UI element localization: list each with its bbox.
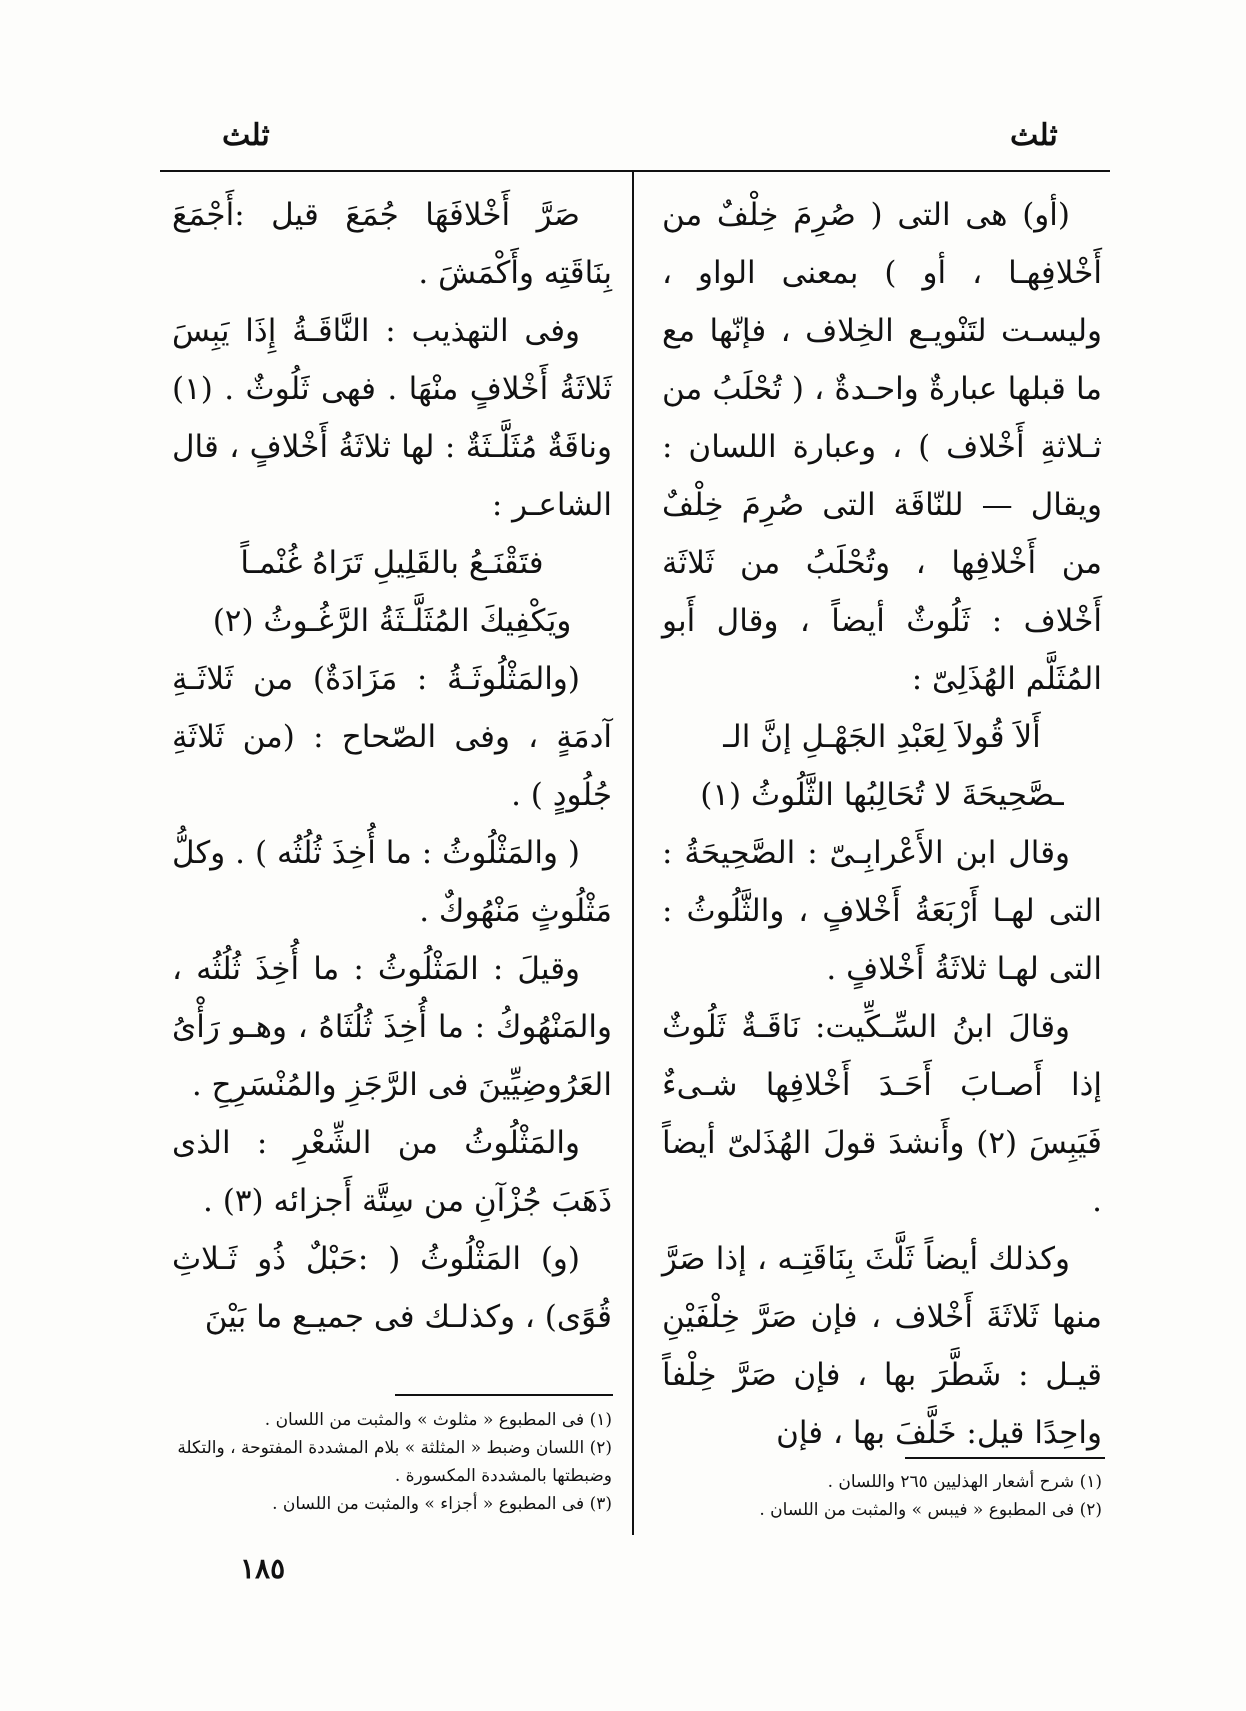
paragraph: (و) المَثْلُوثُ ( :حَبْلٌ ذُو ثَـلاثِ قُوًى) ، وكذلـك فى جميـع ما بَيْنَ (172, 1241, 612, 1335)
paragraph: (أو) هى التى ( صُرِمَ خِلْفٌ من أَخْلافِهـا ، أو ) بمعنى الواو ، وليسـت لتَنْويـع الخِلاف ، فإنّها مع ما قبلها عبارةٌ واحـدةٌ ، ( تُحْلَبُ من ثـلاثةِ أَخْلاف ) ، وعبارة اللسان : ويقال — للنّاقَة التى صُرِمَ خِلْفٌ من أَخْلافِها ، وتُحْلَبُ من ثَلاثَة أَخْلاف : ثَلُوثٌ أيضاً ، وقال أَبو المُثَلَّم الهُذَلِىّ : (662, 197, 1102, 697)
paragraph: وقال ابن الأَعْرابِـىّ : الصَّحِيحَةُ : التى لهـا أَرْبَعَةُ أَخْلافٍ ، والثَّلُوثُ : التى لهـا ثلاثَةُ أَخْلافٍ . (662, 835, 1102, 987)
footnote: (٣) فى المطبوع « أجزاء » والمثبت من اللسان . (272, 1494, 612, 1514)
footnote: (١) شرح أشعار الهذليين ٢٦٥ واللسان . (827, 1472, 1102, 1492)
left-column (172, 186, 612, 1346)
verse-line: ويَكْفِيكَ المُثَلَّـثَةُ الرَّغُـوثُ (٢) (212, 603, 572, 639)
verse-line: ـصَّحِيحَةَ لا تُحَالِبُها الثَّلُوثُ (١) (700, 777, 1064, 813)
right-column (662, 186, 1102, 1462)
verse-line: فتَقْنَـعُ بالقَلِيلِ تَرَاهُ غُنْمـاً (240, 545, 544, 581)
footnotes-right (662, 1468, 1102, 1524)
page-number: ١٨٥ (240, 1552, 286, 1585)
verse-line: أَلاَ قُولاَ لِعَبْدِ الجَهْـلِ إنَّ الـ (723, 719, 1041, 755)
running-header-left: ثلث (222, 118, 270, 153)
header-rule (160, 170, 1110, 172)
column-divider (632, 170, 634, 1535)
footnote-rule-right (905, 1457, 1105, 1459)
footnote: (٢) اللسان وضبط « المثلثة » بلام المشددة المفتوحة ، والتكلة وضبطتها بالمشددة المكسورة . (177, 1438, 612, 1486)
paragraph: وكذلك أيضاً ثَلَّثَ بِنَاقَتِـه ، إذا صَرَّ منها ثَلاثَةَ أَخْلاف ، فإن صَرَّ خِلْفَيْنِ قيـل : شَطَّرَ بها ، فإن صَرَّ خِلْفاً واحِدًا قيل: خَلَّفَ بها ، فإن (662, 1241, 1102, 1451)
paragraph: صَرَّ أَخْلافَهَا جُمَعَ قيل :أَجْمَعَ بِنَاقَتِه وأَكْمَشَ . (172, 197, 612, 291)
paragraph: ( والمَثْلُوثُ : ما أُخِذَ ثُلُثُه ) . وكلُّ مَثْلُوثٍ مَنْهُوكٌ . (172, 835, 612, 929)
paragraph: وقيلَ : المَثْلُوثُ : ما أُخِذَ ثُلُثُه ، والمَنْهُوكُ : ما أُخِذَ ثُلُثَاهُ ، وهـو رَأْىُ العَرُوضِيِّينَ فى الرَّجَزِ والمُنْسَرِحِ . (172, 951, 612, 1103)
paragraph: والمَثْلُوثُ من الشِّعْرِ : الذى ذَهَبَ جُزْآنِ من سِتَّة أَجزائه (٣) . (172, 1125, 612, 1219)
footnote-rule-left (395, 1394, 613, 1396)
paragraph: (والمَثْلُوثَـةُ : مَزَادَةٌ) من ثَلاثَـةِ آدمَةٍ ، وفى الصّحاح : (من ثَلاثَةِ جُلُودٍ ) . (172, 661, 612, 813)
footnote: (٢) فى المطبوع « فيبس » والمثبت من اللسان . (759, 1500, 1102, 1520)
paragraph: وفى التهذيب : النَّاقَـةُ إِذَا يَبِسَ ثَلاثَةُ أَخْلافٍ منْهَا . فهى ثَلُوثٌ . (١) وناقَةٌ مُثَلَّـثَةٌ : لها ثلاثَةُ أَخْلافٍ ، قال الشاعـر : (172, 313, 612, 523)
running-header-right: ثلث (1010, 118, 1058, 153)
paragraph: وقالَ ابنُ السِّـكِّيت: نَاقَـةٌ ثَلُوثٌ إذا أَصـابَ أَحَـدَ أَخْلافِها شـىءٌ فَيَبِسَ (٢) وأَنشدَ قولَ الهُذَلىّ أيضاً . (662, 1009, 1103, 1219)
footnotes-left (172, 1406, 612, 1518)
footnote: (١) فى المطبوع « مثلوث » والمثبت من اللسان . (264, 1410, 612, 1430)
